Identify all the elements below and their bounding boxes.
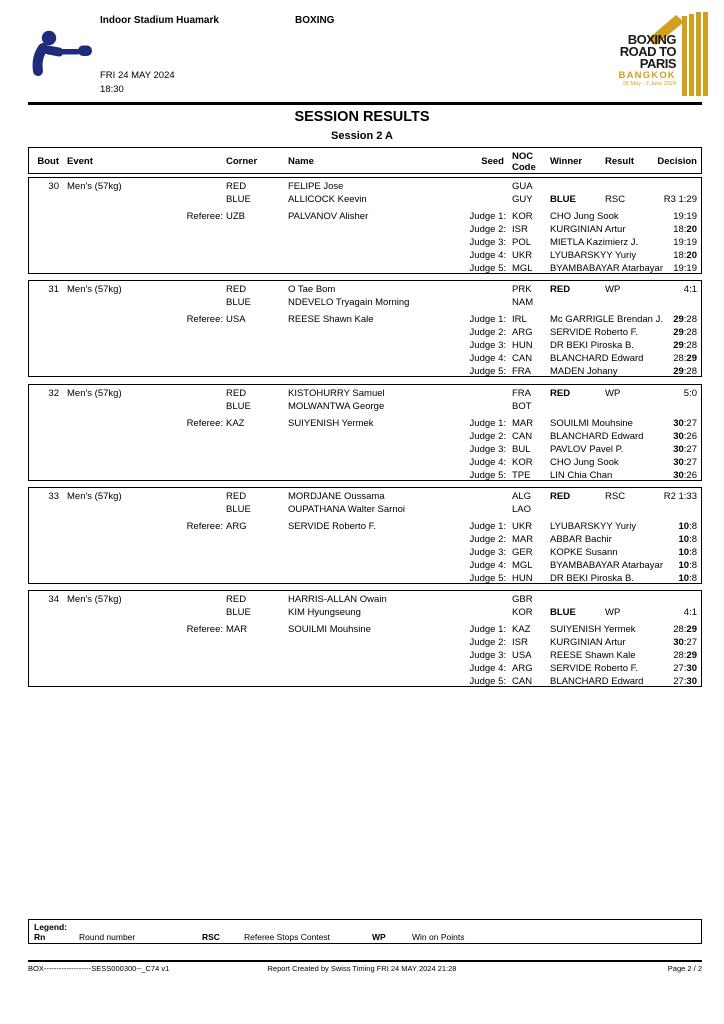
judge-3-label: Judge 3: — [469, 444, 506, 455]
red-boxer-name: MORDJANE Oussama — [288, 491, 385, 502]
judge-2-score: 30:27 — [673, 637, 697, 648]
judge-1-label: Judge 1: — [469, 418, 506, 429]
judge-2-score: 29:28 — [673, 327, 697, 338]
col-seed: Seed — [481, 156, 504, 167]
col-bout: Bout — [37, 156, 59, 167]
referee-noc-code: ARG — [226, 521, 247, 532]
judge-3-noc-code: BUL — [512, 444, 531, 455]
judge-5-name: BYAMBABAYAR Atarbayar — [550, 263, 663, 274]
judge-3-score: 10:8 — [678, 547, 697, 558]
red-boxer-name: HARRIS-ALLAN Owain — [288, 594, 387, 605]
blue-corner-label: BLUE — [226, 504, 251, 515]
judge-1-name: Mc GARRIGLE Brendan J. — [550, 314, 663, 325]
winner-value: BLUE — [550, 607, 576, 618]
judge-1-label: Judge 1: — [469, 521, 506, 532]
judge-5-name: MADEN Johany — [550, 366, 618, 377]
judge-3-label: Judge 3: — [469, 650, 506, 661]
judge-4-score: 28:29 — [673, 353, 697, 364]
judge-3-score-blue: 29 — [686, 650, 697, 661]
judge-1-score-blue: 27 — [686, 418, 697, 429]
decision-value: 4:1 — [683, 607, 697, 618]
blue-corner-label: BLUE — [226, 194, 251, 205]
judge-2-name: KURGINIAN Artur — [550, 224, 626, 235]
red-boxer-name: FELIPE Jose — [288, 181, 344, 192]
judge-2-score-blue: 20 — [686, 224, 697, 235]
blue-boxer-name: KIM Hyungseung — [288, 607, 361, 618]
judge-4-score-red: 28 — [673, 353, 684, 364]
blue-boxer-name: MOLWANTWA George — [288, 401, 385, 412]
judge-2-label: Judge 2: — [469, 534, 506, 545]
judge-1-score-red: 30 — [673, 418, 684, 429]
logo-dates: 25 May - 2 June 2024 — [622, 81, 676, 87]
bout-block-32 — [28, 384, 702, 481]
bout-number: 33 — [48, 491, 59, 502]
judge-1-score: 19:19 — [673, 211, 697, 222]
judge-2-label: Judge 2: — [469, 327, 506, 338]
session-date: FRI 24 MAY 2024 — [100, 70, 175, 81]
result-value: WP — [605, 607, 621, 618]
judge-3-score-red: 30 — [673, 444, 684, 455]
judge-5-name: DR BEKI Piroska B. — [550, 573, 634, 584]
event-name: Men's (57kg) — [67, 594, 122, 605]
result-value: RSC — [605, 194, 626, 205]
col-winner: Winner — [550, 156, 583, 167]
legend-text-rn: Round number — [79, 932, 136, 942]
legend-text-rsc: Referee Stops Contest — [244, 932, 330, 942]
judge-2-score-blue: 28 — [686, 327, 697, 338]
judge-3-label: Judge 3: — [469, 547, 506, 558]
judge-1-noc-code: KAZ — [512, 624, 531, 635]
judge-1-score-blue: 19 — [686, 211, 697, 222]
judge-4-label: Judge 4: — [469, 663, 506, 674]
logo-city: BANGKOK — [618, 70, 676, 81]
footer-report-info: Report Created by Swiss Timing FRI 24 MAY 2024 21:28 — [267, 964, 457, 973]
judge-1-score-red: 29 — [673, 314, 684, 325]
judge-2-score: 30:26 — [673, 431, 697, 442]
red-corner-label: RED — [226, 491, 247, 502]
judge-4-label: Judge 4: — [469, 457, 506, 468]
judge-2-score: 10:8 — [678, 534, 697, 545]
judge-4-label: Judge 4: — [469, 353, 506, 364]
judge-4-name: BLANCHARD Edward — [550, 353, 644, 364]
judge-4-label: Judge 4: — [469, 250, 506, 261]
judge-5-score-blue: 28 — [686, 366, 697, 377]
judge-4-noc-code: KOR — [512, 457, 533, 468]
judge-5-score-blue: 30 — [686, 676, 697, 687]
judge-1-noc-code: UKR — [512, 521, 533, 532]
result-value: RSC — [605, 491, 626, 502]
judge-3-score-red: 19 — [673, 237, 684, 248]
judge-4-score-blue: 8 — [691, 560, 697, 571]
judge-2-name: ABBAR Bachir — [550, 534, 612, 545]
judge-1-score-blue: 28 — [686, 314, 697, 325]
blue-boxer-name: OUPATHANA Walter Sarnoi — [288, 504, 406, 515]
col-noc-line1: NOC — [512, 151, 534, 162]
judge-5-score-red: 19 — [673, 263, 684, 274]
judge-5-score: 30:26 — [673, 470, 697, 481]
judge-2-noc-code: CAN — [512, 431, 533, 442]
judge-4-noc-code: MGL — [512, 560, 533, 571]
session-subtitle: Session 2 A — [331, 130, 393, 142]
judge-2-score-red: 30 — [673, 431, 684, 442]
legend-abbr-rsc: RSC — [202, 932, 220, 942]
judge-1-label: Judge 1: — [469, 314, 506, 325]
judge-4-name: SERVIDE Roberto F. — [550, 663, 639, 674]
judge-3-score: 19:19 — [673, 237, 697, 248]
judge-2-noc-code: ARG — [512, 327, 533, 338]
judge-3-name: DR BEKI Piroska B. — [550, 340, 634, 351]
col-event: Event — [67, 156, 93, 167]
judge-4-score-blue: 27 — [686, 457, 697, 468]
judge-5-score-blue: 8 — [691, 573, 697, 584]
header-rule — [28, 102, 702, 105]
judge-3-score-blue: 27 — [686, 444, 697, 455]
judge-1-name: LYUBARSKYY Yuriy — [550, 521, 637, 532]
referee-label: Referee: — [186, 314, 223, 325]
judge-5-noc-code: MGL — [512, 263, 533, 274]
legend-box — [28, 919, 702, 944]
judge-3-score-blue: 8 — [691, 547, 697, 558]
red-corner-label: RED — [226, 284, 247, 295]
judge-4-noc-code: CAN — [512, 353, 533, 364]
judge-4-noc-code: UKR — [512, 250, 533, 261]
judge-1-name: SOUILMI Mouhsine — [550, 418, 633, 429]
bout-number: 31 — [48, 284, 59, 295]
judge-3-name: MIETLA Kazimierz J. — [550, 237, 639, 248]
judge-5-noc-code: HUN — [512, 573, 533, 584]
judge-1-noc-code: KOR — [512, 211, 533, 222]
result-value: WP — [605, 284, 621, 295]
event-name: Men's (57kg) — [67, 284, 122, 295]
results-table-header — [28, 147, 702, 174]
red-noc-code: GUA — [512, 181, 533, 192]
footer-page-number: Page 2 / 2 — [667, 964, 702, 973]
referee-name: SOUILMI Mouhsine — [288, 624, 371, 635]
judge-5-label: Judge 5: — [469, 573, 506, 584]
judge-4-score: 18:20 — [673, 250, 697, 261]
col-name: Name — [288, 156, 314, 167]
venue-title: Indoor Stadium Huamark — [100, 15, 219, 26]
blue-noc-code: LAO — [512, 504, 532, 515]
red-boxer-name: KISTOHURRY Samuel — [288, 388, 385, 399]
red-corner-label: RED — [226, 388, 247, 399]
referee-label: Referee: — [186, 624, 223, 635]
judge-2-name: BLANCHARD Edward — [550, 431, 644, 442]
blue-corner-label: BLUE — [226, 401, 251, 412]
judge-1-label: Judge 1: — [469, 211, 506, 222]
footer-report-code: BOX-------------------SESS000300--_C74 v1 — [28, 964, 170, 973]
judge-5-noc-code: TPE — [512, 470, 531, 481]
col-result: Result — [605, 156, 635, 167]
page-title: SESSION RESULTS — [294, 109, 430, 125]
judge-5-label: Judge 5: — [469, 470, 506, 481]
judge-2-name: KURGINIAN Artur — [550, 637, 626, 648]
judge-4-score-blue: 30 — [686, 663, 697, 674]
judge-3-noc-code: HUN — [512, 340, 533, 351]
decision-value: R3 1:29 — [663, 194, 697, 205]
logo-line-paris: PARIS — [639, 56, 676, 71]
event-name: Men's (57kg) — [67, 388, 122, 399]
referee-name: SUIYENISH Yermek — [288, 418, 374, 429]
judge-2-score-blue: 8 — [691, 534, 697, 545]
red-corner-label: RED — [226, 594, 247, 605]
judge-5-score: 29:28 — [673, 366, 697, 377]
judge-5-label: Judge 5: — [469, 263, 506, 274]
logo-line-boxing: BOXING — [627, 32, 676, 47]
footer-rule — [28, 960, 702, 962]
judge-4-name: LYUBARSKYY Yuriy — [550, 250, 637, 261]
judge-4-score-red: 10 — [678, 560, 690, 571]
bout-block-30 — [28, 177, 702, 274]
decision-value: R2 1:33 — [663, 491, 697, 502]
judge-3-name: PAVLOV Pavel P. — [550, 444, 624, 455]
judge-3-noc-code: POL — [512, 237, 532, 248]
col-noc-line2: Code — [512, 162, 536, 173]
legend-text-wp: Win on Points — [412, 932, 465, 942]
blue-noc-code: NAM — [512, 297, 534, 308]
judge-5-score-blue: 26 — [686, 470, 697, 481]
col-noc-code — [512, 151, 536, 173]
referee-name: PALVANOV Alisher — [288, 211, 369, 222]
red-boxer-name: O Tae Bom — [288, 284, 336, 295]
event-name: Men's (57kg) — [67, 491, 122, 502]
blue-boxer-name: NDEVELO Tryagain Morning — [288, 297, 410, 308]
bout-number: 34 — [48, 594, 59, 605]
judge-3-label: Judge 3: — [469, 340, 506, 351]
judge-2-score-red: 29 — [673, 327, 684, 338]
legend-title: Legend: — [34, 922, 68, 932]
red-noc-code: ALG — [512, 491, 532, 502]
judge-3-label: Judge 3: — [469, 237, 506, 248]
judge-3-score-blue: 19 — [686, 237, 697, 248]
judge-3-noc-code: GER — [512, 547, 533, 558]
red-noc-code: FRA — [512, 388, 531, 399]
judge-4-score: 10:8 — [678, 560, 697, 571]
judge-3-score-red: 28 — [673, 650, 684, 661]
judge-2-label: Judge 2: — [469, 431, 506, 442]
judge-1-score-red: 28 — [673, 624, 684, 635]
judge-2-score-blue: 27 — [686, 637, 697, 648]
red-noc-code: PRK — [512, 284, 532, 295]
judge-3-score-red: 29 — [673, 340, 684, 351]
judge-3-score-blue: 28 — [686, 340, 697, 351]
judge-4-noc-code: ARG — [512, 663, 533, 674]
winner-value: BLUE — [550, 194, 576, 205]
logo-line-roadto: ROAD TO — [619, 44, 676, 59]
blue-corner-label: BLUE — [226, 607, 251, 618]
session-time: 18:30 — [100, 84, 124, 95]
referee-noc-code: UZB — [226, 211, 245, 222]
judge-1-score: 29:28 — [673, 314, 697, 325]
judge-2-noc-code: MAR — [512, 534, 534, 545]
red-corner-label: RED — [226, 181, 247, 192]
judge-3-noc-code: USA — [512, 650, 532, 661]
bout-number: 30 — [48, 181, 59, 192]
blue-noc-code: GUY — [512, 194, 533, 205]
blue-corner-label: BLUE — [226, 297, 251, 308]
judge-2-score-blue: 26 — [686, 431, 697, 442]
referee-name: REESE Shawn Kale — [288, 314, 374, 325]
judge-2-score-red: 10 — [678, 534, 690, 545]
judge-3-score: 29:28 — [673, 340, 697, 351]
judge-3-score: 28:29 — [673, 650, 697, 661]
judge-1-noc-code: MAR — [512, 418, 534, 429]
judge-5-name: LIN Chia Chan — [550, 470, 613, 481]
blue-noc-code: BOT — [512, 401, 532, 412]
judge-5-score-red: 29 — [673, 366, 684, 377]
judge-2-label: Judge 2: — [469, 224, 506, 235]
judge-4-score-red: 18 — [673, 250, 684, 261]
judge-5-score-red: 27 — [673, 676, 684, 687]
referee-label: Referee: — [186, 521, 223, 532]
judge-5-score: 19:19 — [673, 263, 697, 274]
judge-1-score-red: 10 — [678, 521, 690, 532]
judge-5-score: 10:8 — [678, 573, 697, 584]
judge-5-score-red: 10 — [678, 573, 690, 584]
judge-2-noc-code: ISR — [512, 224, 528, 235]
judge-3-name: REESE Shawn Kale — [550, 650, 636, 661]
winner-value: RED — [550, 284, 571, 295]
judge-2-noc-code: ISR — [512, 637, 528, 648]
judge-1-score-blue: 8 — [691, 521, 697, 532]
judge-1-name: CHO Jung Sook — [550, 211, 619, 222]
judge-1-score: 10:8 — [678, 521, 697, 532]
judge-4-score: 30:27 — [673, 457, 697, 468]
judge-2-score: 18:20 — [673, 224, 697, 235]
legend-abbr-wp: WP — [372, 932, 386, 942]
judge-3-name: KOPKE Susann — [550, 547, 618, 558]
judge-2-score-red: 30 — [673, 637, 684, 648]
referee-label: Referee: — [186, 211, 223, 222]
judge-2-score-red: 18 — [673, 224, 684, 235]
logo-text — [619, 34, 676, 88]
bout-block-33 — [28, 487, 702, 584]
judge-5-label: Judge 5: — [469, 366, 506, 377]
referee-noc-code: KAZ — [226, 418, 245, 429]
judge-1-name: SUIYENISH Yermek — [550, 624, 636, 635]
judge-4-score: 27:30 — [673, 663, 697, 674]
judge-4-score-red: 30 — [673, 457, 684, 468]
judge-5-label: Judge 5: — [469, 676, 506, 687]
judge-1-label: Judge 1: — [469, 624, 506, 635]
boxing-pictogram-icon — [15, 28, 95, 86]
winner-value: RED — [550, 388, 571, 399]
judge-2-label: Judge 2: — [469, 637, 506, 648]
decision-value: 4:1 — [683, 284, 697, 295]
referee-label: Referee: — [186, 418, 223, 429]
legend-abbr-rn: Rn — [34, 932, 46, 942]
judge-4-score-red: 27 — [673, 663, 684, 674]
referee-noc-code: USA — [226, 314, 246, 325]
event-logo — [608, 10, 710, 102]
judge-5-score-red: 30 — [673, 470, 684, 481]
judge-4-name: BYAMBABAYAR Atarbayar — [550, 560, 663, 571]
judge-3-score: 30:27 — [673, 444, 697, 455]
red-noc-code: GBR — [512, 594, 533, 605]
col-corner: Corner — [226, 156, 258, 167]
judge-5-noc-code: CAN — [512, 676, 533, 687]
sport-title: BOXING — [295, 15, 335, 26]
blue-noc-code: KOR — [512, 607, 533, 618]
result-value: WP — [605, 388, 621, 399]
judge-4-name: CHO Jung Sook — [550, 457, 619, 468]
judge-5-noc-code: FRA — [512, 366, 531, 377]
judge-4-score-blue: 20 — [686, 250, 697, 261]
decision-value: 5:0 — [683, 388, 697, 399]
judge-1-score: 28:29 — [673, 624, 697, 635]
bout-number: 32 — [48, 388, 59, 399]
judge-3-score-red: 10 — [678, 547, 690, 558]
blue-boxer-name: ALLICOCK Keevin — [288, 194, 367, 205]
bout-block-31 — [28, 280, 702, 377]
judge-1-score-blue: 29 — [686, 624, 697, 635]
judge-4-label: Judge 4: — [469, 560, 506, 571]
bout-block-34 — [28, 590, 702, 687]
referee-name: SERVIDE Roberto F. — [288, 521, 377, 532]
judge-1-score: 30:27 — [673, 418, 697, 429]
winner-value: RED — [550, 491, 571, 502]
judge-5-score-blue: 19 — [686, 263, 697, 274]
event-name: Men's (57kg) — [67, 181, 122, 192]
judge-1-noc-code: IRL — [512, 314, 527, 325]
col-decision: Decision — [657, 156, 697, 167]
judge-5-name: BLANCHARD Edward — [550, 676, 644, 687]
judge-5-score: 27:30 — [673, 676, 697, 687]
judge-2-name: SERVIDE Roberto F. — [550, 327, 639, 338]
judge-1-score-red: 19 — [673, 211, 684, 222]
referee-noc-code: MAR — [226, 624, 248, 635]
judge-4-score-blue: 29 — [686, 353, 697, 364]
